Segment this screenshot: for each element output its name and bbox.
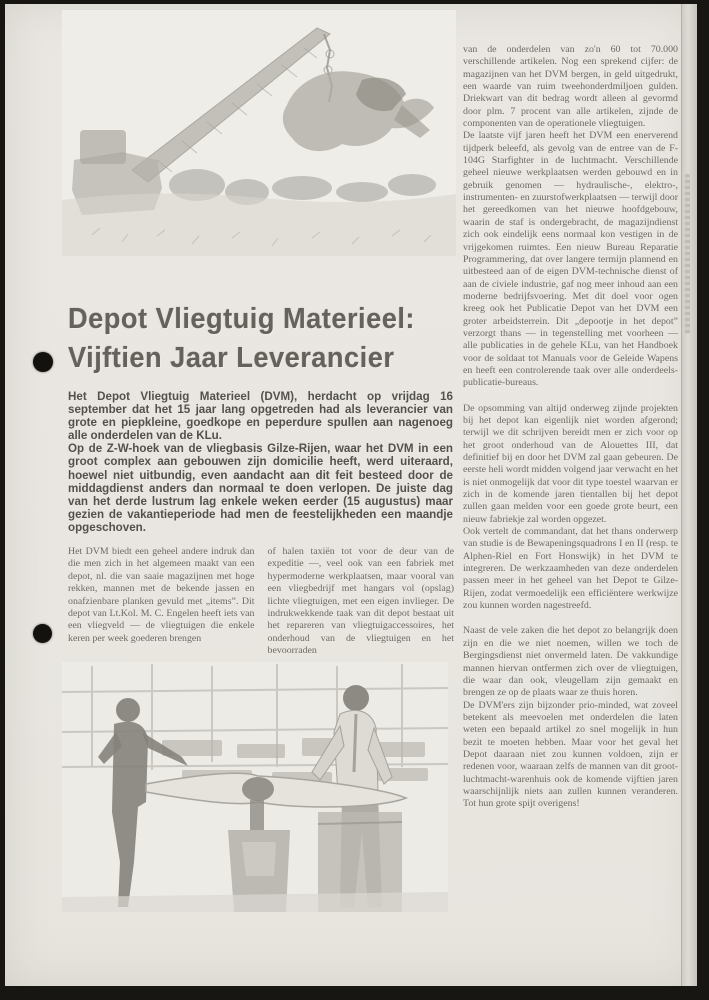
article-intro	[68, 390, 453, 534]
sidebar-column	[463, 44, 678, 811]
intro-paragraph-1: Het Depot Vliegtuig Materieel (DVM), herdacht op vrijdag 16 september dat het 15 jaar lang opgetreden had als leverancier van grote en piepkleine, goedkope en peperdure spullen aan nagenoeg alle onderdelen van de KLu.	[68, 390, 453, 443]
article-headline	[68, 300, 444, 378]
body-column-left: Het DVM biedt een geheel andere indruk dan die men zich in het algemeen maakt van een depot, nl. die van saaie magazijnen met hoge rekken, mannen met de bekende jassen en onafzienbare planken gevuld met „items”. Dit depot van Lt.Kol. M. C. Engelen heeft iets van een vliegveld — de vliegtuigen die enkele keren per week goederen brengen	[68, 546, 255, 644]
page-edge-strip	[681, 4, 697, 986]
intro-paragraph-2: Op de Z-W-hoek van de vliegbasis Gilze-Rijen, waar het DVM in een groot complex aan gebouwen zijn domicilie heeft, werd uiteraard, hoewel niet uitbundig, even aandacht aan dit feit besteed door de middagdienst anders dan normaal te doen verlopen. De juiste dag van het derde lustrum lag enkele weken eerder (15 augustus) maar gezien de vakantieperiode had men de feestelijkheden een maandje opgeschoven.	[68, 442, 453, 534]
workshop-propeller-photo	[62, 662, 448, 912]
sidebar-paragraph: Ook vertelt de commandant, dat het thans onderwerp van studie is de Bewapeningsquadrons I en II (resp. te Alphen-Riel en Fort Honswijk) in het DVM te integreren. De werkzaamheden van deze onderdelen passen meer in het geheel van het Depot te Gilze-Rijen, zodat vermoedelijk een efficiëntere werkwijze zou kunnen worden nagestreefd.	[463, 526, 678, 612]
headline-line-1: Depot Vliegtuig Materieel:	[68, 303, 415, 335]
sidebar-paragraph: De DVM'ers zijn bijzonder prio-minded, wat zoveel betekent als meevoelen met onderdelen die laten weten een bepaald artikel zo snel mogelijk in hun bezit te moeten hebben. Maar voor het geval het Depot daaraan niet zou kunnen voldoen, zijn er redenen voor, waaraan zelfs de mannen van dit groot-luchtmacht-warenhuis ook de komende vijftien jaren waarschijnlijk niets aan zullen kunnen veranderen. Tot hun grote spijt overigens!	[463, 699, 678, 810]
headline-line-2: Vijftien Jaar Leverancier	[68, 342, 395, 374]
sidebar-paragraph: Naast de vele zaken die het depot zo belangrijk doen zijn en die we niet noemen, willen we toch de Bergingsdienst niet onvermeld laten. De vakkundige mannen hiervan ontfermen zich over de vliegtuigen, die waar dan ook, vleugellam zijn gemaakt en brengen ze op de plaats waar ze thuis horen.	[463, 625, 678, 699]
sidebar-paragraph: De opsomming van altijd onderweg zijnde projekten bij het depot kan eigenlijk niet worden afgerond; terwijl we dit schrijven bereidt men er zich voor op het groot onderhoud van de Alouettes III, dat definitief bij en door het DVM zal gaan gebeuren. De eerste heli wordt midden volgend jaar verwacht en het is niet onmogelijk dat voor dit type toestel waarvan er zich in de komende jaren tientallen bij het depot zullen gaan melden voor een goede grote beurt, een nieuw fabriekje zal worden opgezet.	[463, 402, 678, 525]
punch-hole-bottom	[33, 624, 52, 643]
sidebar-paragraph: van de onderdelen van zo'n 60 tot 70.000 verschillende artikelen. Nog een sprekend cijfer: de magazijnen van het DVM bergen, in geld uitgedrukt, een waarde van ruim tweehonderdmiljoen gulden. Driekwart van dit bedrag wordt alleen al gevormd door plm. 7 procent van alle artikelen, zijnde de componenten van de operationele vliegtuigen.	[463, 44, 678, 130]
article-body-columns	[68, 546, 454, 658]
document-page	[5, 4, 697, 986]
page-edge-smudge	[685, 174, 690, 334]
punch-hole-top	[33, 352, 53, 372]
sidebar-paragraph: De laatste vijf jaren heeft het DVM een enerverend tijdperk beleefd, als gevolg van de entree van de F-104G Starfighter in de luchtmacht. Verschillende geheel nieuwe werkplaatsen werden gebouwd en in gebruik genomen — hydraulische-, elektro-, instrumenten- en zuurstofwerkplaatsen — terwijl door het gereedkomen van het nieuwe hoofdgebouw, waarin de staf is ondergebracht, de magazijndienst zich ook eindelijk eens normaal kon vestigen in de vrijgekomen ruimtes. Een nieuw Bureau Reparatie Programmering, dat over langere termijn plannend en uitbesteed aan of de eigen DVM-technische dienst of aan de civiele industrie, gaf nog meer inhoud aan een moderne bedrijfsvoering. Met dit doel voor ogen kreeg ook het Publicatie Depot van het DVM een groter arbeidsterrein. Dit „depootje in het depot” verzorgt thans — in tegenstelling met voorheen — alle publicaties in de gehele KLu, van het Handboek voor de soldaat tot Manuals voor de Geleide Wapens en heeft een controlerende taak over alle onderdeels-publicatie-bureaus.	[463, 130, 678, 389]
crane-salvage-photo	[62, 10, 456, 256]
body-column-right: of halen taxiën tot voor de deur van de expeditie —, veel ook van een fabriek met hypermoderne werkplaatsen, maar vooral van een vliegbedrijf met hangars vol (opslag) lichte vliegtuigen, met een eigen invlieger. De indrukwekkende taak van dit depot bestaat uit het repareren van vliegtuigaccessoires, het onderhoud van de vliegtuigen en het bevoorraden	[267, 546, 454, 657]
